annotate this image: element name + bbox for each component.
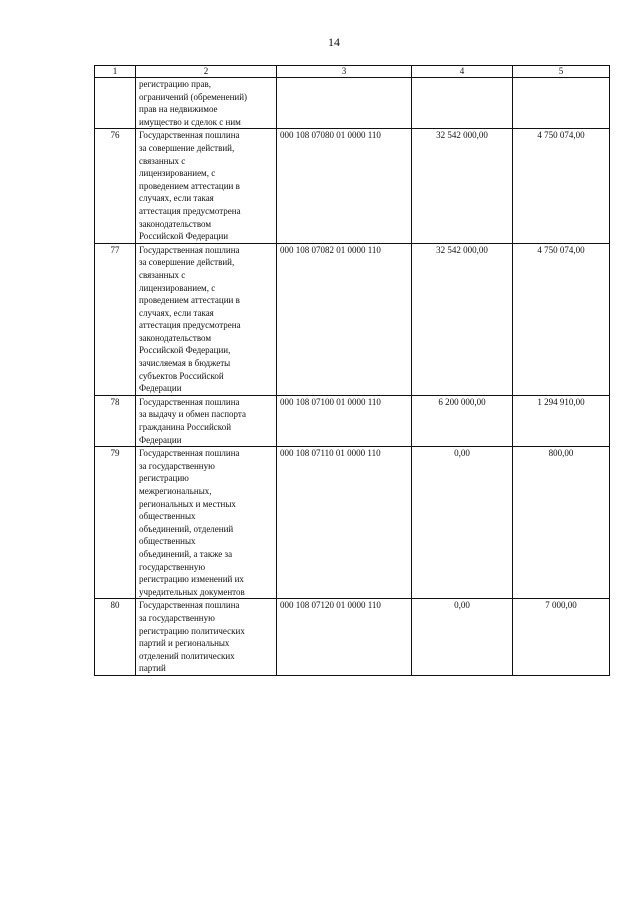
table-row bbox=[95, 243, 610, 395]
table-row bbox=[95, 129, 610, 243]
name-line: гражданина Российской bbox=[139, 422, 232, 433]
name-line: за совершение действий, bbox=[139, 257, 235, 268]
name-line: имущество и сделок с ним bbox=[139, 116, 241, 127]
table-body bbox=[95, 78, 610, 676]
table-row bbox=[95, 599, 610, 676]
header-cell-3: 3 bbox=[277, 66, 412, 78]
name-line: случаях, если такая bbox=[139, 307, 214, 318]
name-line: партий bbox=[139, 663, 166, 674]
name-line: Государственная пошлина bbox=[139, 244, 240, 255]
name-line: регистрацию прав, bbox=[139, 79, 211, 89]
name-line: Федерации bbox=[139, 383, 182, 394]
name-line: за государственную bbox=[139, 460, 215, 471]
name-line: партий и региональных bbox=[139, 638, 230, 649]
name-line: Государственная пошлина bbox=[139, 600, 240, 611]
name-line: межрегиональных, bbox=[139, 486, 212, 496]
name-line: проведением аттестации в bbox=[139, 295, 240, 306]
row-name-cell bbox=[136, 243, 277, 395]
name-line: прав на недвижимое bbox=[139, 104, 218, 115]
row-value-col5-cell: 4 750 074,00 bbox=[513, 243, 610, 395]
name-line: за государственную bbox=[139, 612, 215, 623]
header-cell-4: 4 bbox=[412, 66, 513, 78]
header-cell-2: 2 bbox=[136, 66, 277, 78]
row-code-cell: 000 108 07100 01 0000 110 bbox=[277, 395, 412, 446]
table-row bbox=[95, 78, 610, 129]
name-line: ограничений (обременений) bbox=[139, 91, 248, 102]
budget-table bbox=[94, 65, 610, 676]
row-value-col5-cell: 7 000,00 bbox=[513, 599, 610, 676]
row-name-cell bbox=[136, 447, 277, 599]
row-number-cell bbox=[95, 78, 136, 129]
row-value-col5-cell: 800,00 bbox=[513, 447, 610, 599]
name-line: Государственная пошлина bbox=[139, 130, 240, 141]
row-value-col4-cell: 32 542 000,00 bbox=[412, 243, 513, 395]
name-line: учредительных документов bbox=[139, 586, 245, 597]
row-value-col5-cell: 1 294 910,00 bbox=[513, 395, 610, 446]
row-name-cell bbox=[136, 395, 277, 446]
row-value-col4-cell: 6 200 000,00 bbox=[412, 395, 513, 446]
row-value-col4-cell: 32 542 000,00 bbox=[412, 129, 513, 243]
name-line: Федерации bbox=[139, 434, 182, 445]
name-line: лицензированием, с bbox=[139, 168, 216, 179]
name-line: аттестация предусмотрена bbox=[139, 320, 241, 331]
name-line: объединений, а также за bbox=[139, 548, 233, 559]
row-code-cell: 000 108 07080 01 0000 110 bbox=[277, 129, 412, 243]
row-number-cell: 78 bbox=[95, 395, 136, 446]
table-row bbox=[95, 395, 610, 446]
name-line: аттестация предусмотрена bbox=[139, 205, 241, 216]
name-line: за совершение действий, bbox=[139, 142, 235, 153]
name-line: за выдачу и обмен паспорта bbox=[139, 409, 246, 420]
row-name-cell bbox=[136, 599, 277, 676]
row-code-cell: 000 108 07082 01 0000 110 bbox=[277, 243, 412, 395]
row-value-col4-cell: 0,00 bbox=[412, 599, 513, 676]
row-name-cell bbox=[136, 78, 277, 129]
name-line: связанных с bbox=[139, 155, 186, 166]
row-code-cell bbox=[277, 78, 412, 129]
row-number-cell: 79 bbox=[95, 447, 136, 599]
name-line: регистрацию политических bbox=[139, 625, 245, 636]
row-value-col4-cell bbox=[412, 78, 513, 129]
name-line: Государственная пошлина bbox=[139, 448, 240, 459]
header-cell-5: 5 bbox=[513, 66, 610, 78]
row-value-col5-cell bbox=[513, 78, 610, 129]
header-cell-1: 1 bbox=[95, 66, 136, 78]
name-line: субъектов Российской bbox=[139, 370, 224, 381]
name-line: общественных bbox=[139, 511, 196, 522]
name-line: Российской Федерации bbox=[139, 231, 229, 242]
name-line: случаях, если такая bbox=[139, 193, 214, 204]
page-number: 14 bbox=[328, 35, 340, 49]
name-line: проведением аттестации в bbox=[139, 180, 240, 191]
row-value-col4-cell: 0,00 bbox=[412, 447, 513, 599]
row-value-col5-cell: 4 750 074,00 bbox=[513, 129, 610, 243]
row-number-cell: 77 bbox=[95, 243, 136, 395]
name-line: зачисляемая в бюджеты bbox=[139, 358, 231, 369]
name-line: законодательством bbox=[139, 332, 212, 343]
table-row bbox=[95, 447, 610, 599]
row-code-cell: 000 108 07110 01 0000 110 bbox=[277, 447, 412, 599]
row-code-cell: 000 108 07120 01 0000 110 bbox=[277, 599, 412, 676]
name-line: общественных bbox=[139, 536, 196, 547]
name-line: регистрацию bbox=[139, 473, 189, 484]
row-number-cell: 80 bbox=[95, 599, 136, 676]
name-line: Российской Федерации, bbox=[139, 345, 231, 356]
row-number-cell: 76 bbox=[95, 129, 136, 243]
table-header-row bbox=[95, 66, 610, 78]
name-line: государственную bbox=[139, 561, 206, 572]
row-name-cell bbox=[136, 129, 277, 243]
name-line: лицензированием, с bbox=[139, 282, 216, 293]
name-line: объединений, отделений bbox=[139, 523, 234, 534]
name-line: связанных с bbox=[139, 269, 186, 280]
name-line: законодательством bbox=[139, 218, 212, 229]
name-line: региональных и местных bbox=[139, 498, 236, 509]
name-line: отделений политических bbox=[139, 650, 235, 661]
name-line: Государственная пошлина bbox=[139, 396, 240, 407]
name-line: регистрацию изменений их bbox=[139, 574, 244, 585]
